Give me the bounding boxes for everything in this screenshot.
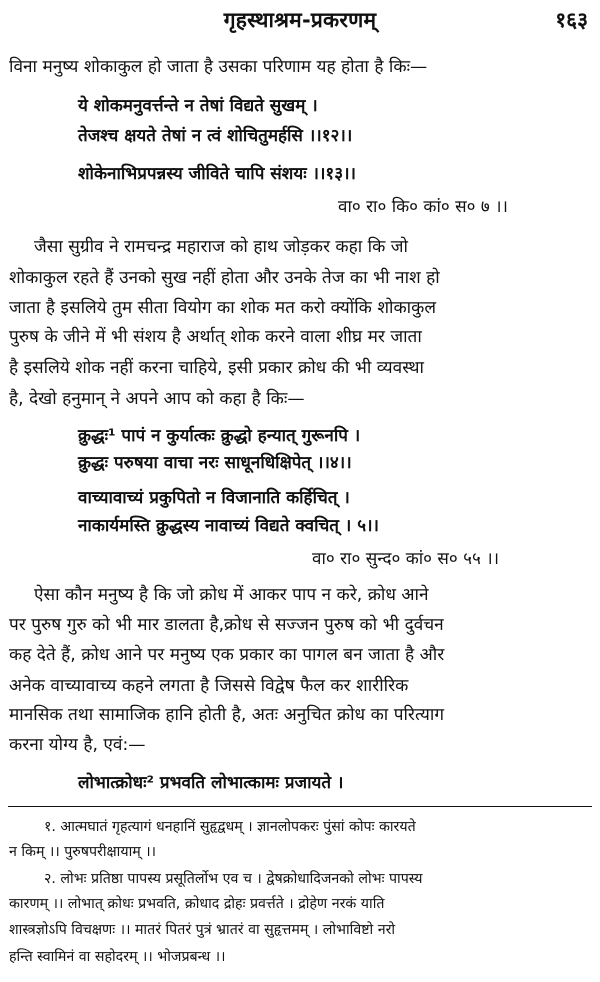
verse-line: तेजश्च क्षयते तेषां न त्वं शोचितुमर्हसि ।।१२।।: [78, 126, 353, 146]
text-line: मानसिक तथा सामाजिक हानि होती है, अतः अनुचित क्रोध का परित्याग: [9, 705, 445, 725]
page-title: गृहस्थाश्रम-प्रकरणम्: [223, 8, 377, 32]
reference-line: वा० रा० सुन्द० कां० स० ५५ ।।: [312, 549, 500, 569]
text-line: अनेक वाच्यावाच्य कहने लगता है जिससे विद्वेष फैल कर शारीरिक: [9, 676, 409, 696]
footnote-line: हन्ति स्वामिनं वा सहोदरम् ।। भोजप्रबन्ध ।।: [9, 949, 226, 965]
verse-line: लोभात्क्रोधः² प्रभवति लोभात्कामः प्रजायते ।: [78, 773, 344, 793]
verse-line: नाकार्यमस्ति क्रुद्धस्य नावाच्यं विद्यते क्वचित् । ५।।: [78, 516, 379, 536]
verse-line: शोकेनाभिप्रपन्नस्य जीविते चापि संशयः ।।१३।।: [78, 164, 356, 184]
text-line: है, देखो हनुमान् ने अपने आप को कहा है किः—: [9, 389, 305, 409]
page-number: १६३: [555, 8, 588, 32]
footnote-line: शास्त्रज्ञोऽपि विचक्षणः ।। मातरं पितरं पुत्रं भ्रातरं वा सुहृत्तमम् । लोभाविष्टो नरो: [9, 922, 396, 938]
verse-line: क्रुद्धः परुषया वाचा नरः साधूनधिक्षिपेत् ।।४।।: [78, 453, 352, 473]
footnote-divider: [8, 806, 592, 807]
footnote-line: १. आत्मघातं गृहत्यागं धनहानिं सुहृद्वधम् । ज्ञानलोपकरः पुंसां कोपः कारयते: [44, 819, 416, 835]
text-line: कह देते हैं, क्रोध आने पर मनुष्य एक प्रकार का पागल बन जाता है और: [9, 645, 445, 665]
page-header: [0, 4, 600, 38]
text-line: पर पुरुष गुरु को भी मार डालता है,क्रोध से सज्जन पुरुष को भी दुर्वचन: [9, 615, 444, 635]
text-line: पुरुष के जीने में भी संशय है अर्थात् शोक करने वाला शीघ्र मर जाता: [9, 327, 422, 347]
text-line: जैसा सुग्रीव ने रामचन्द्र महाराज को हाथ जोड़कर कहा कि जो: [34, 237, 408, 257]
verse-line: क्रुद्धः¹ पापं न कुर्यात्कः क्रुद्धो हन्यात् गुरूनपि ।: [78, 426, 361, 446]
text-line: है इसलिये शोक नहीं करना चाहिये, इसी प्रकार क्रोध की भी व्यवस्था: [9, 358, 424, 378]
text-line: शोकाकुल रहते हैं उनको सुख नहीं होता और उनके तेज का भी नाश हो: [9, 268, 440, 288]
verse-line: वाच्यावाच्यं प्रकुपितो न विजानाति कर्हिचित् ।: [78, 488, 350, 508]
footnote-line: कारणम् ।। लोभात् क्रोधः प्रभवति, क्रोधाद द्रोहः प्रवर्त्तते । द्रोहेण नरकं याति: [9, 896, 385, 912]
text-line: करना योग्य है, एवं:—: [9, 735, 146, 755]
footnote-line: २. लोभः प्रतिष्ठा पापस्य प्रसूतिर्लोभ एव च । द्वेषक्रोधादिजनको लोभः पापस्य: [44, 871, 423, 887]
footnote-line: न किम् ।। पुरुषपरीक्षायाम् ।।: [9, 844, 156, 860]
verse-line: ये शोकमनुवर्त्तन्ते न तेषां विद्यते सुखम् ।: [78, 96, 318, 116]
text-line: ऐसा कौन मनुष्य है कि जो क्रोध में आकर पाप न करे, क्रोध आने: [34, 585, 429, 605]
text-line: जाता है इसलिये तुम सीता वियोग का शोक मत करो क्योंकि शोकाकुल: [9, 298, 436, 318]
reference-line: वा० रा० कि० कां० स० ७ ।।: [338, 197, 508, 217]
text-line: विना मनुष्य शोकाकुल हो जाता है उसका परिणाम यह होता है किः—: [9, 57, 428, 77]
